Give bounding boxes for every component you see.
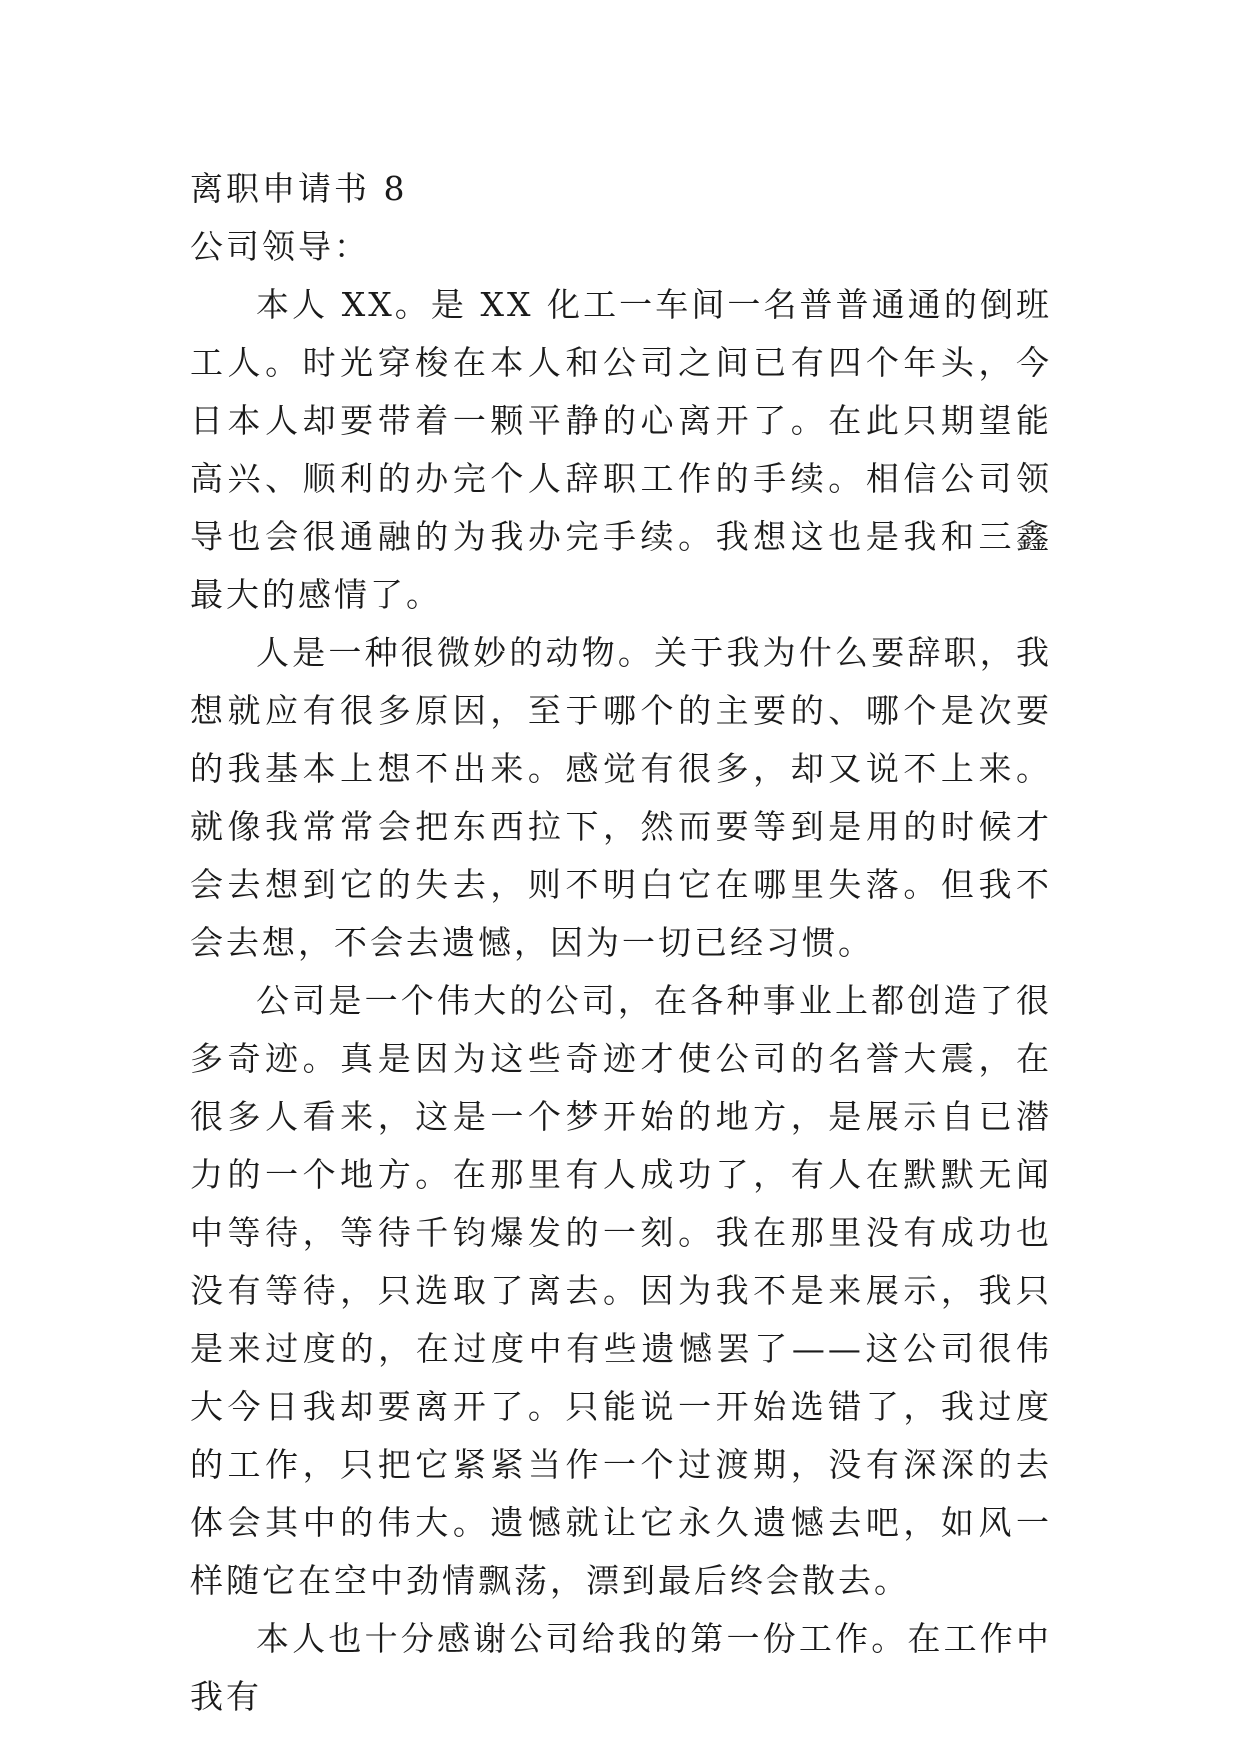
paragraph-4: 本人也十分感谢公司给我的第一份工作。在工作中我有 (190, 1619, 1052, 1716)
salutation: 公司领导： (190, 227, 370, 266)
paragraph-2: 人是一种很微妙的动物。关于我为什么要辞职，我想就应有很多原因，至于哪个的主要的、哪个是次要的我基本上想不出来。感觉有很多，却又说不上来。就像我常常会把东西拉下，然而要等到是用的时候才会去想到它的失去，则不明白它在哪里失落。但我不会去想，不会去遗憾，因为一切已经习惯。 (190, 633, 1052, 962)
paragraph-1: 本人 XX。是 XX 化工一车间一名普普通通的倒班工人。时光穿梭在本人和公司之间已有四个年头，今日本人却要带着一颗平静的心离开了。在此只期望能高兴、顺利的办完个人辞职工作的手续。相信公司领导也会很通融的为我办完手续。我想这也是我和三鑫最大的感情了。 (190, 285, 1052, 614)
document-body (190, 160, 1052, 1726)
paragraph-3: 公司是一个伟大的公司，在各种事业上都创造了很多奇迹。真是因为这些奇迹才使公司的名誉大震，在很多人看来，这是一个梦开始的地方，是展示自已潜力的一个地方。在那里有人成功了，有人在默默无闻中等待，等待千钧爆发的一刻。我在那里没有成功也没有等待，只选取了离去。因为我不是来展示，我只是来过度的，在过度中有些遗憾罢了——这公司很伟大今日我却要离开了。只能说一开始选错了，我过度的工作，只把它紧紧当作一个过渡期，没有深深的去体会其中的伟大。遗憾就让它永久遗憾去吧，如风一样随它在空中劲情飘荡，漂到最后终会散去。 (190, 981, 1052, 1600)
document-title: 离职申请书 8 (190, 169, 408, 208)
